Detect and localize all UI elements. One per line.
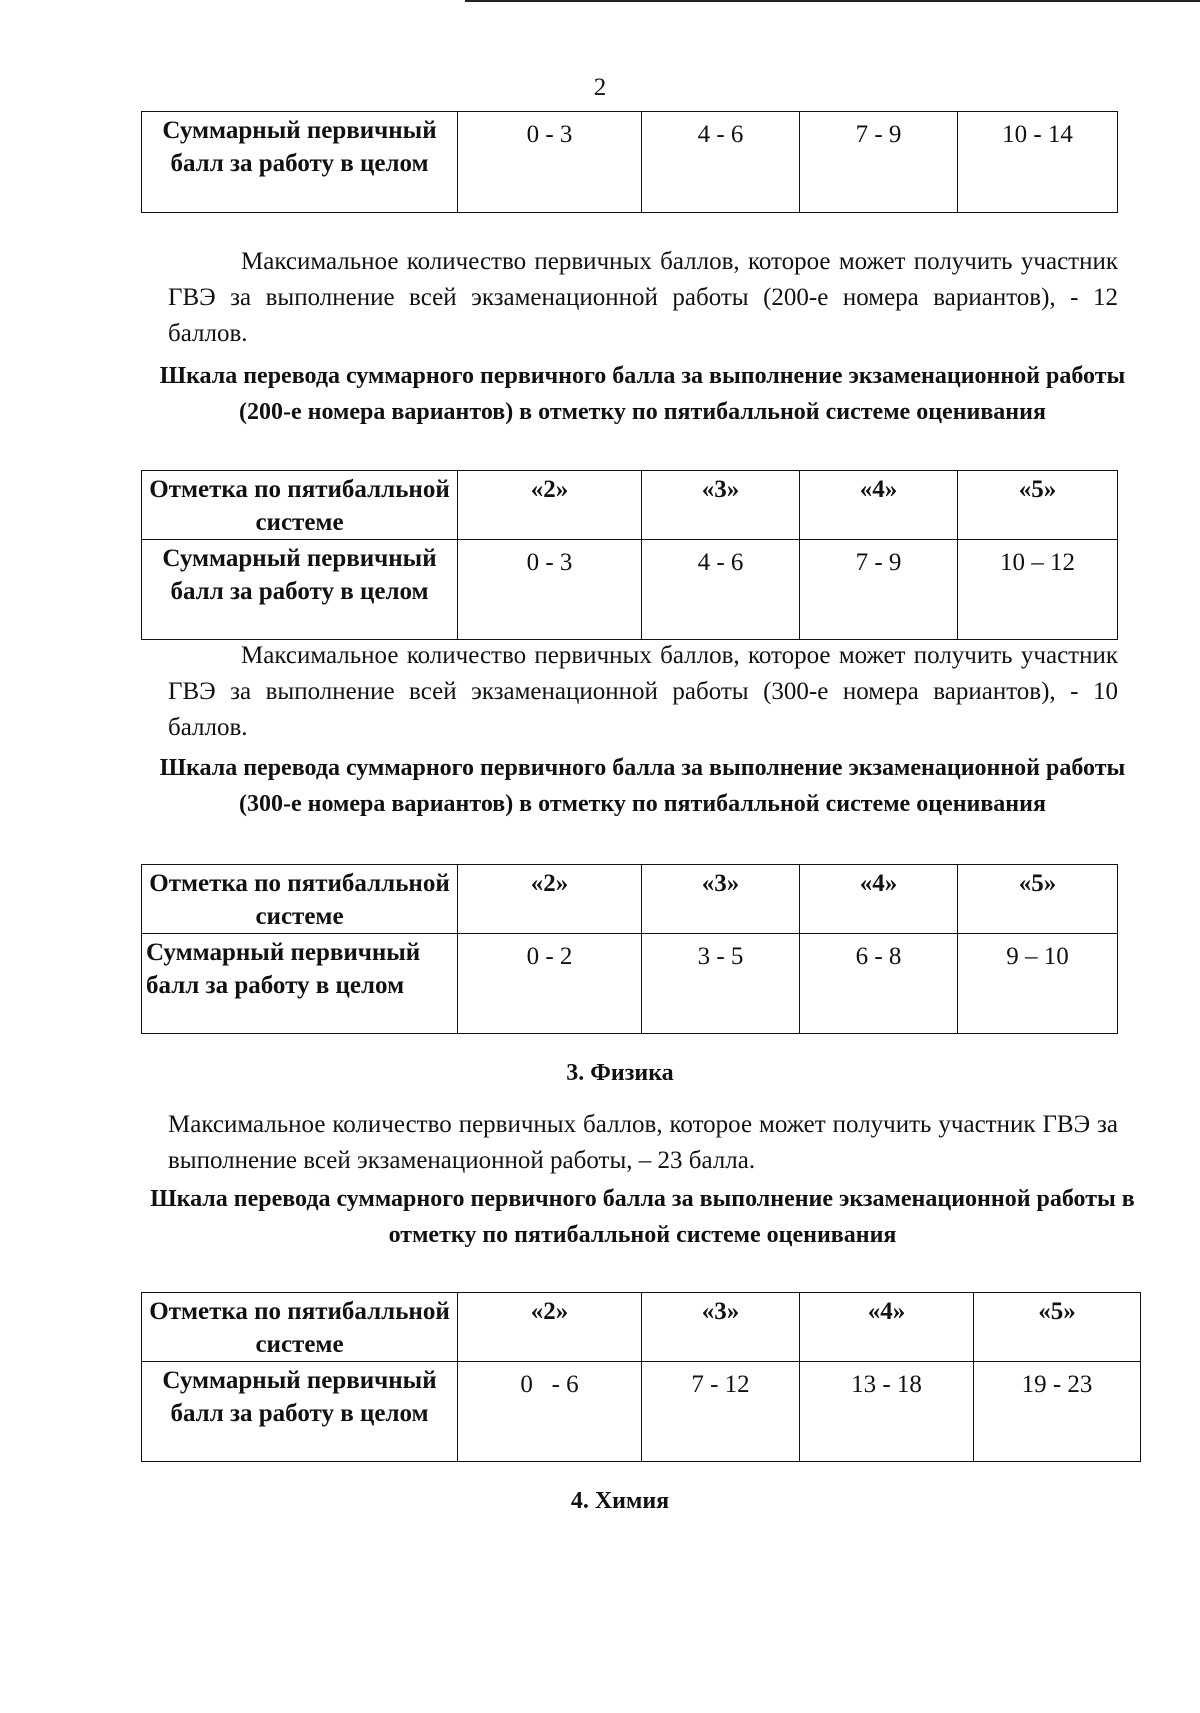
grade-cell: «5» (974, 1293, 1141, 1362)
score-table-300 (141, 864, 1118, 1034)
score-range: 0 - 6 (458, 1362, 642, 1462)
grade-cell: «3» (642, 471, 800, 540)
score-range: 4 - 6 (642, 540, 800, 640)
table-row (142, 934, 1118, 1034)
grade-cell: «3» (642, 865, 800, 934)
page-number: 2 (593, 74, 607, 101)
score-range: 13 - 18 (800, 1362, 974, 1462)
table-row (142, 540, 1118, 640)
grade-cell: «2» (458, 1293, 642, 1362)
section-title-chemistry: 4. Химия (570, 1488, 670, 1514)
score-range: 7 - 9 (800, 112, 958, 213)
score-range: 0 - 3 (458, 540, 642, 640)
header-label: Отметка по пятибалльной системе (142, 865, 458, 934)
score-table-continued (141, 111, 1118, 213)
row-label: Суммарный первичный балл за работу в целом (142, 112, 458, 213)
row-label: Суммарный первичный балл за работу в целом (142, 1362, 458, 1462)
scale-heading-200: Шкала перевода суммарного первичного балла за выполнение экзаменационной работы (200-е номера вариантов) в отметку по пятибалльной системе оценивания (159, 363, 1126, 425)
table-row (142, 1362, 1141, 1462)
table-row (142, 1293, 1141, 1362)
paragraph-max-score-200: Максимальное количество первичных баллов, которое может получить участник ГВЭ за выполнение всей экзаменационной работы (200-е номера вариантов), - 12 баллов. (168, 248, 1118, 347)
score-range: 0 - 2 (458, 934, 642, 1034)
paragraph-max-score-300: Максимальное количество первичных баллов, которое может получить участник ГВЭ за выполнение всей экзаменационной работы (300-е номера вариантов), - 10 баллов. (168, 642, 1118, 741)
score-range: 7 - 9 (800, 540, 958, 640)
score-range: 19 - 23 (974, 1362, 1141, 1462)
grade-cell: «2» (458, 865, 642, 934)
score-table-200 (141, 470, 1118, 640)
header-label: Отметка по пятибалльной системе (142, 471, 458, 540)
table-row (142, 112, 1118, 213)
paragraph-max-score-physics: Максимальное количество первичных баллов, которое может получить участник ГВЭ за выполнение всей экзаменационной работы, – 23 балла. (168, 1111, 1118, 1174)
grade-cell: «3» (642, 1293, 800, 1362)
grade-cell: «2» (458, 471, 642, 540)
grade-cell: «4» (800, 865, 958, 934)
grade-cell: «5» (958, 865, 1118, 934)
score-range: 9 – 10 (958, 934, 1118, 1034)
score-range: 0 - 3 (458, 112, 642, 213)
score-table-physics (141, 1292, 1141, 1462)
scale-heading-physics: Шкала перевода суммарного первичного балла за выполнение экзаменационной работы в отметку по пятибалльной системе оценивания (150, 1186, 1135, 1248)
row-label: Суммарный первичный балл за работу в целом (142, 934, 458, 1034)
header-label: Отметка по пятибалльной системе (142, 1293, 458, 1362)
table-row (142, 865, 1118, 934)
score-range: 6 - 8 (800, 934, 958, 1034)
score-range: 3 - 5 (642, 934, 800, 1034)
score-range: 10 - 14 (958, 112, 1118, 213)
scale-heading-300: Шкала перевода суммарного первичного балла за выполнение экзаменационной работы (300-е номера вариантов) в отметку по пятибалльной системе оценивания (159, 755, 1126, 817)
grade-cell: «4» (800, 471, 958, 540)
row-label: Суммарный первичный балл за работу в целом (142, 540, 458, 640)
score-range: 10 – 12 (958, 540, 1118, 640)
grade-cell: «4» (800, 1293, 974, 1362)
grade-cell: «5» (958, 471, 1118, 540)
section-title-physics: 3. Физика (566, 1060, 674, 1086)
top-border-line (465, 0, 1200, 2)
score-range: 7 - 12 (642, 1362, 800, 1462)
score-range: 4 - 6 (642, 112, 800, 213)
table-row (142, 471, 1118, 540)
